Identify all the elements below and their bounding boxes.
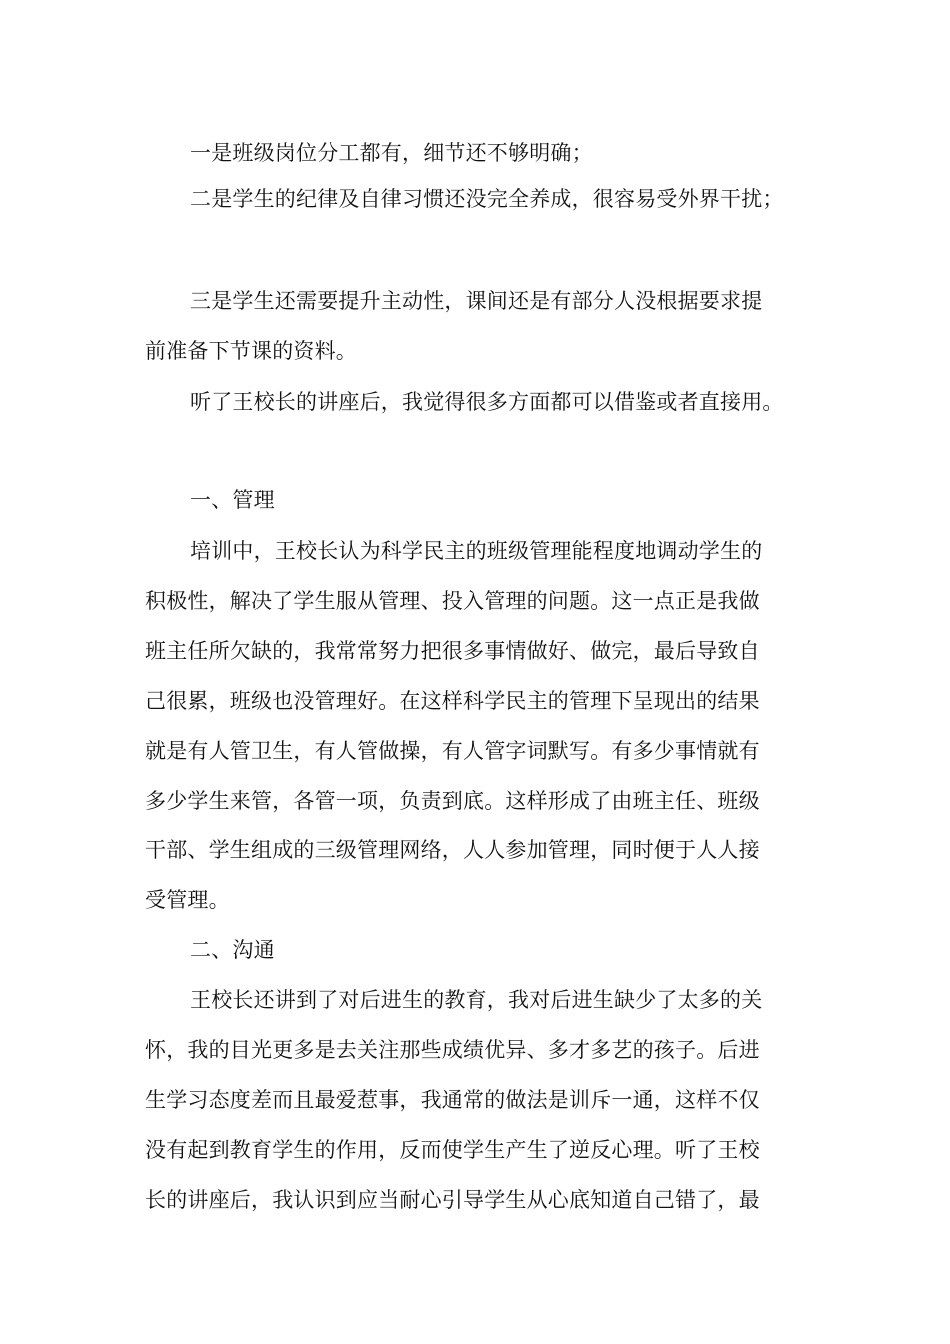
text-line: 积极性，解决了学生服从管理、投入管理的问题。这一点正是我做: [145, 589, 760, 613]
text-line: 三是学生还需要提升主动性，课间还是有部分人没根据要求提: [190, 289, 763, 313]
text-line: 班主任所欠缺的，我常常努力把很多事情做好、做完，最后导致自: [145, 639, 760, 663]
text-line: 听了王校长的讲座后，我觉得很多方面都可以借鉴或者直接用。: [190, 390, 784, 414]
text-line: 长的讲座后，我认识到应当耐心引导学生从心底知道自己错了，最: [145, 1188, 760, 1212]
section-heading: 二、沟通: [190, 938, 275, 962]
text-line: 多少学生来管，各管一项，负责到底。这样形成了由班主任、班级: [145, 789, 760, 813]
text-line: 生学习态度差而且最爱惹事，我通常的做法是训斥一通，这样不仅: [145, 1088, 760, 1112]
text-line: 怀，我的目光更多是去关注那些成绩优异、多才多艺的孩子。后进: [145, 1038, 760, 1062]
section-heading: 一、管理: [190, 488, 275, 512]
text-line: 前准备下节课的资料。: [145, 339, 357, 363]
text-line: 己很累，班级也没管理好。在这样科学民主的管理下呈现出的结果: [145, 689, 760, 713]
text-line: 王校长还讲到了对后进生的教育，我对后进生缺少了太多的关: [190, 988, 763, 1012]
text-line: 培训中，王校长认为科学民主的班级管理能程度地调动学生的: [190, 539, 763, 563]
text-line: 受管理。: [145, 888, 230, 912]
text-line: 二是学生的纪律及自律习惯还没完全养成，很容易受外界干扰；: [190, 187, 784, 211]
text-line: 就是有人管卫生，有人管做操，有人管字词默写。有多少事情就有: [145, 739, 760, 763]
text-line: 一是班级岗位分工都有，细节还不够明确；: [190, 141, 593, 165]
text-line: 没有起到教育学生的作用，反而使学生产生了逆反心理。听了王校: [145, 1138, 760, 1162]
text-line: 干部、学生组成的三级管理网络，人人参加管理，同时便于人人接: [145, 838, 760, 862]
